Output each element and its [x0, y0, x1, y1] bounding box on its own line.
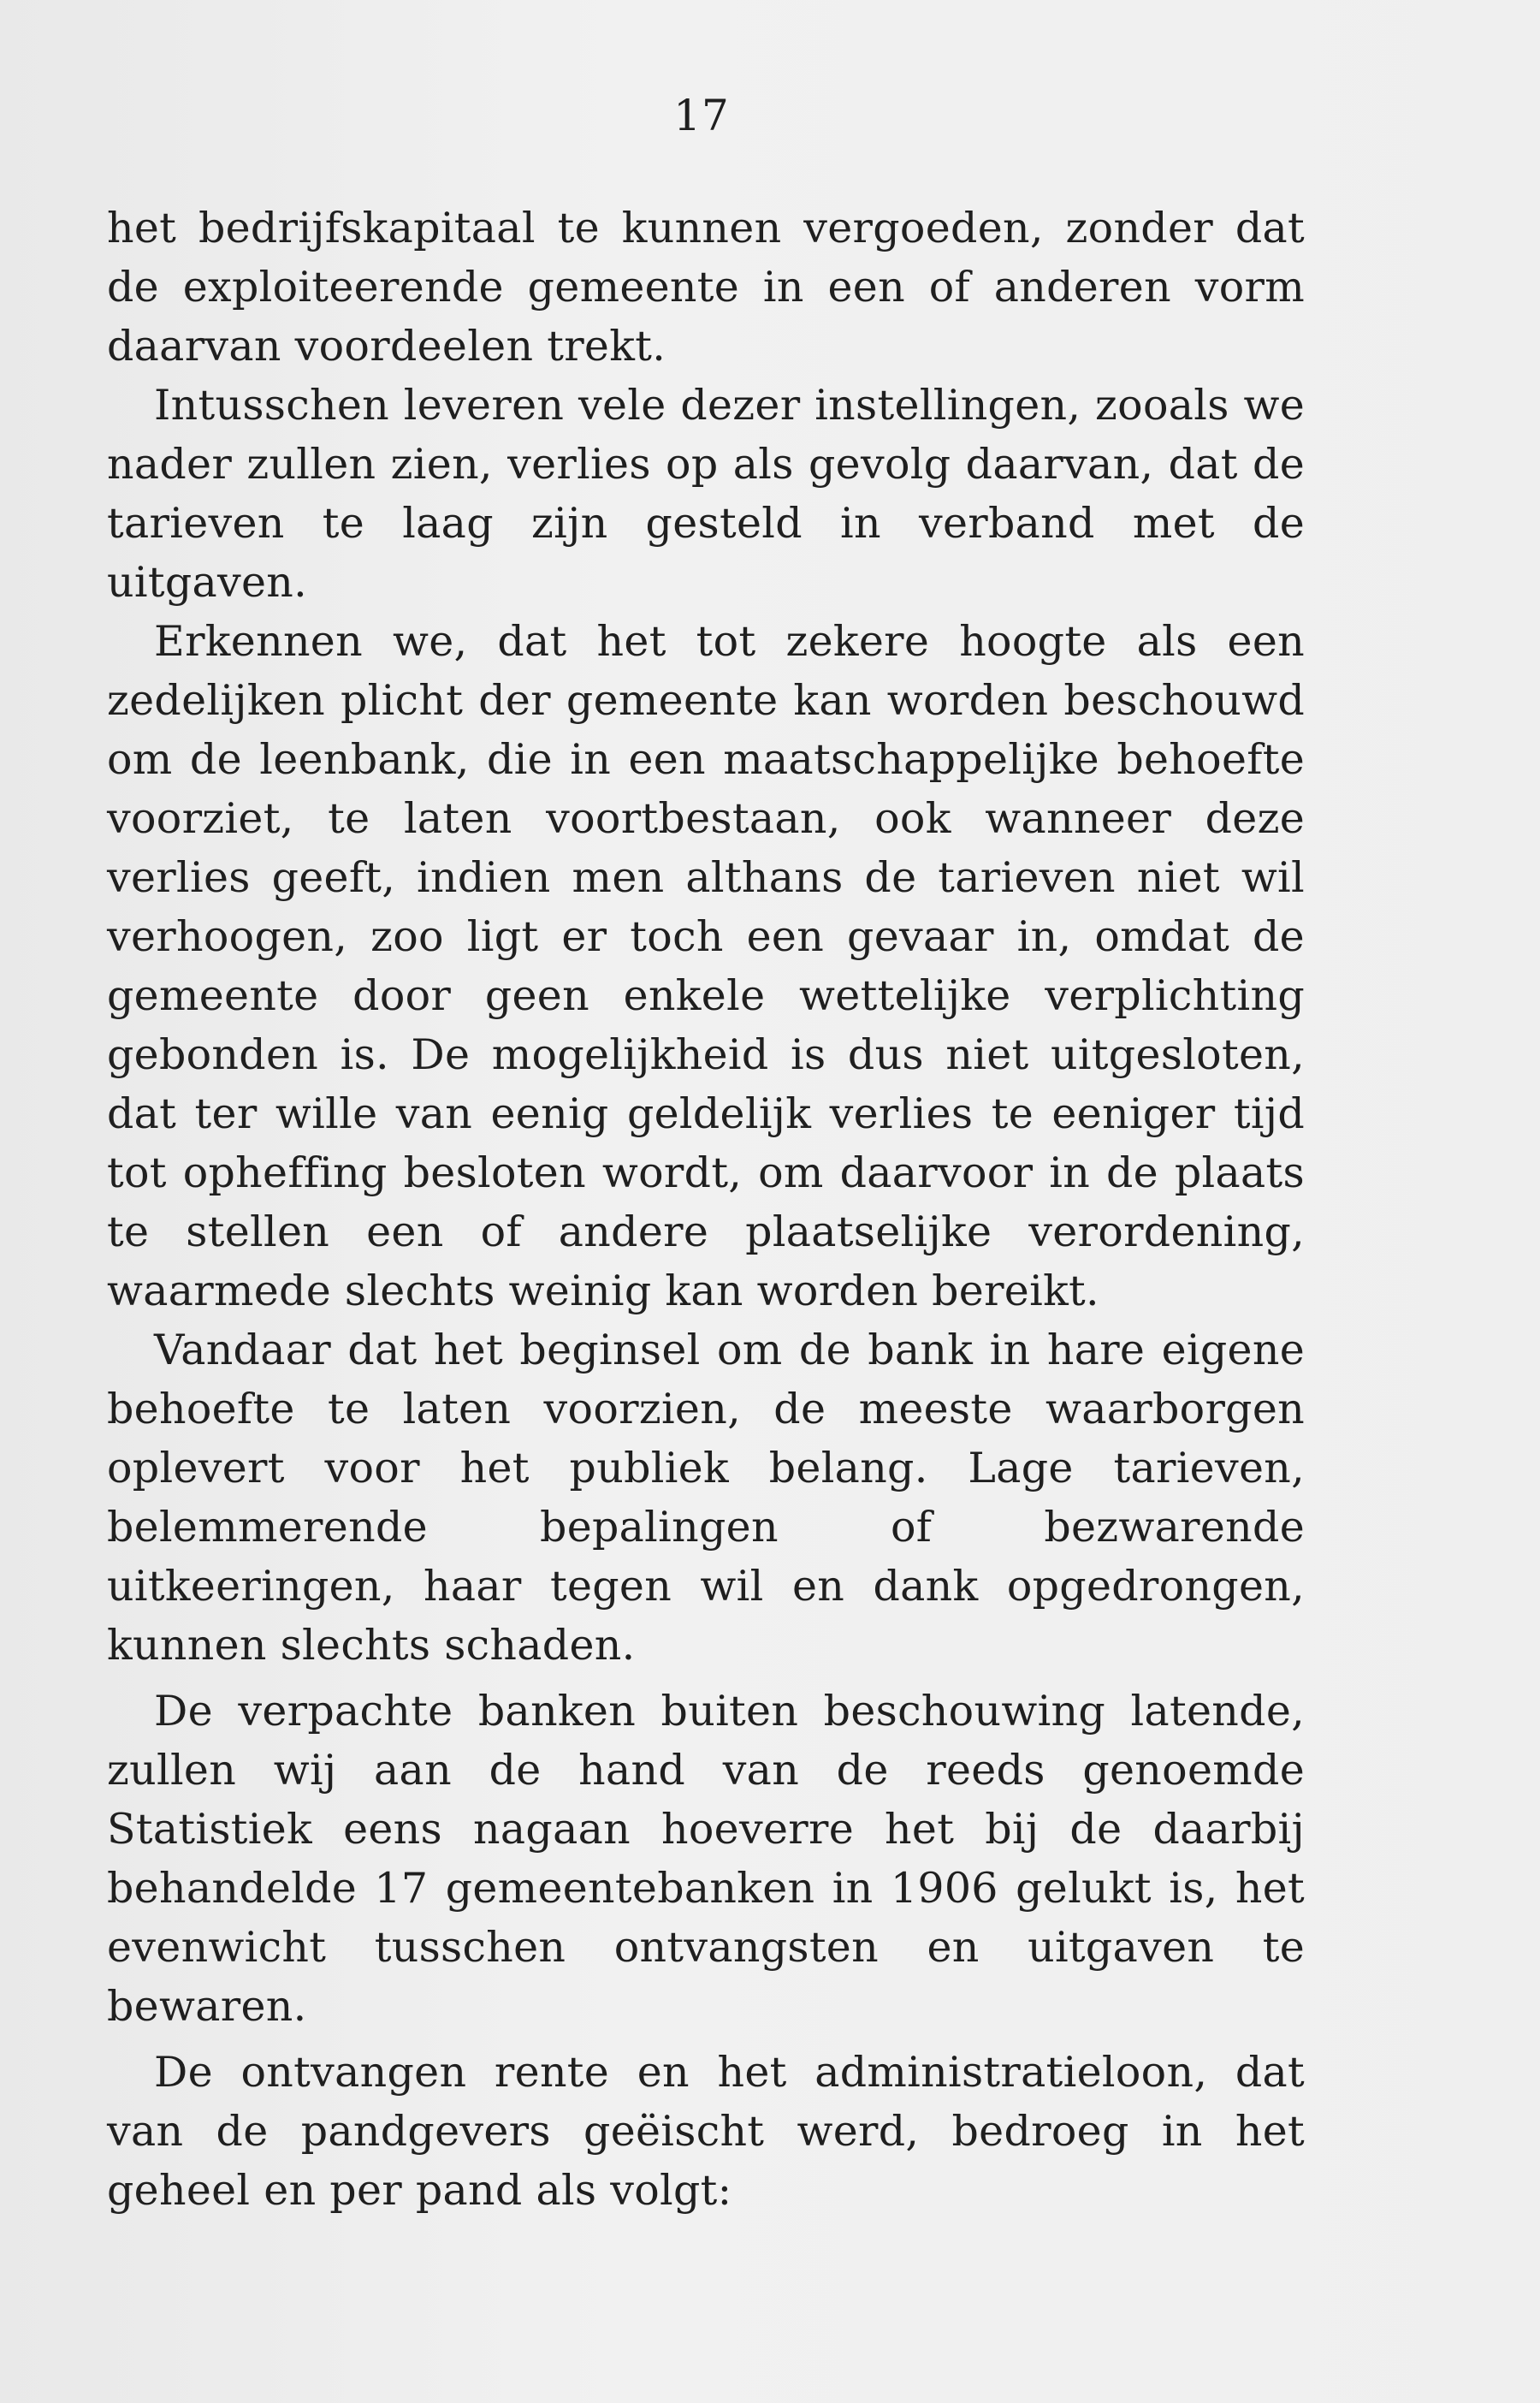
- paragraph: Intusschen leveren vele dezer instellingen, zooals we nader zullen zien, verlies op als gevolg daarvan, dat de tarieven te laag zijn gesteld in verband met de uitgaven.: [107, 381, 1305, 607]
- paragraph: Erkennen we, dat het tot zekere hoogte als een zedelijken plicht der gemeente kan worden beschouwd om de leenbank, die in een maatschappelijke behoefte voorziet, te laten voortbestaan, ook wanneer deze verlies geeft, indien men althans de tarieven niet wil verhoogen, zoo ligt er toch een gevaar in, omdat de gemeente door geen enkele wettelijke verplichting gebonden is. De mogelijkheid is dus niet uitgesloten, dat ter wille van eenig geldelijk verlies te eeniger tijd tot opheffing besloten wordt, om daarvoor in de plaats te stellen een of andere plaatselijke verordening, waarmede slechts weinig kan worden bereikt.: [107, 617, 1305, 1315]
- page-number: 17: [673, 91, 730, 140]
- paragraph: Vandaar dat het beginsel om de bank in hare eigene behoefte te laten voorzien, de meeste waarborgen oplevert voor het publiek belang. Lage tarieven, belemmerende bepalingen of bezwarende uitkeeringen, haar tegen wil en dank opgedrongen, kunnen slechts schaden.: [107, 1326, 1305, 1670]
- paragraph: De ontvangen rente en het administratieloon, dat van de pandgevers geëischt werd, bedroeg in het geheel en per pand als volgt:: [107, 2048, 1305, 2215]
- body-text: [107, 199, 1305, 2220]
- paragraph: De verpachte banken buiten beschouwing latende, zullen wij aan de hand van de reeds genoemde Statistiek eens nagaan hoeverre het bij de daarbij behandelde 17 gemeentebanken in 1906 gelukt is, het evenwicht tusschen ontvangsten en uitgaven te bewaren.: [107, 1687, 1305, 2031]
- paragraph: het bedrijfskapitaal te kunnen vergoeden, zonder dat de exploiteerende gemeente in een of anderen vorm daarvan voordeelen trekt.: [107, 204, 1305, 371]
